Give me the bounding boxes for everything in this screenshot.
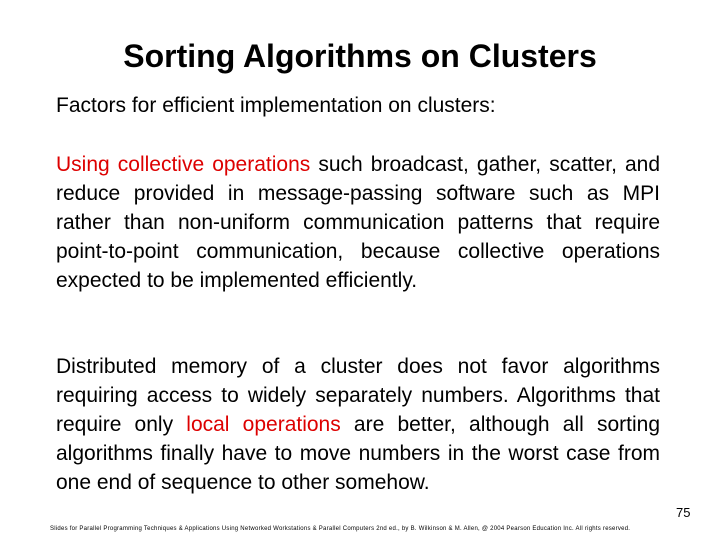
footer-citation: Slides for Parallel Programming Techniques & Applications Using Networked Workstations & Parallel Computers 2nd ed., by B. Wilkinson & M. Allen, @ 2004 Pearson Education Inc. All rights reserved. (50, 526, 631, 532)
slide-title: Sorting Algorithms on Clusters (123, 38, 597, 74)
paragraph-distributed-memory (56, 352, 660, 497)
paragraph2-before: Distributed memory of a cluster does not favor algorithms requiring access to widely separately numbers. Algorithms that require only (56, 355, 660, 436)
paragraph1-rest: such broadcast, gather, scatter, and reduce provided in message-passing software such as MPI rather than non-uniform communication patterns that require point-to-point communication, because collective operations expected to be implemented efficiently. (56, 153, 661, 292)
paragraph2-after: are better, although all sorting algorithms finally have to move numbers in the worst case from one end of sequence to other somehow. (56, 413, 661, 494)
intro-text: Factors for efficient implementation on clusters: (56, 94, 496, 117)
page-number: 75 (676, 505, 691, 520)
highlight-collective-operations: Using collective operations (56, 153, 311, 176)
highlight-local-operations: local operations (186, 413, 341, 436)
paragraph-collective-operations (56, 150, 660, 295)
